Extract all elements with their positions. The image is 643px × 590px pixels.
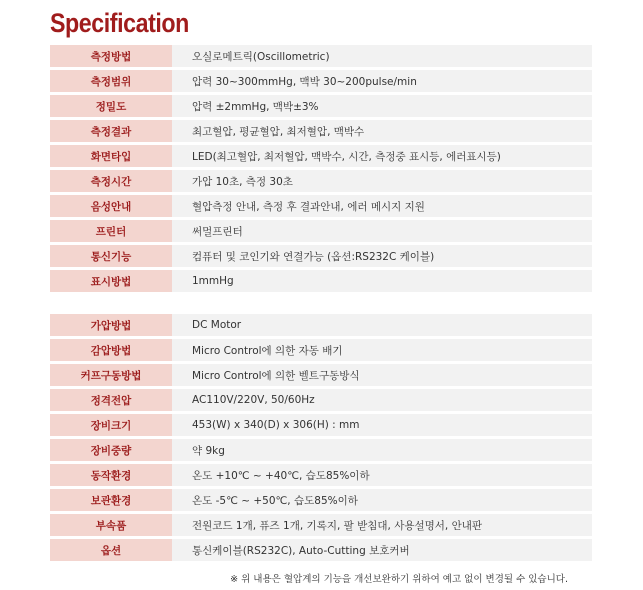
spec-row xyxy=(50,464,592,486)
page-title: Specification xyxy=(50,8,189,38)
disclaimer-note: ※ 위 내용은 혈압계의 기능을 개선보완하기 위하여 예고 없이 변경될 수 있습니다. xyxy=(230,574,568,585)
spec-row xyxy=(50,45,592,67)
spec-label: 화면타입 xyxy=(50,145,172,167)
spec-table-1 xyxy=(50,45,592,295)
spec-value: 최고혈압, 평균혈압, 최저혈압, 맥박수 xyxy=(192,125,365,138)
spec-value: 가압 10초, 측정 30초 xyxy=(192,175,293,188)
spec-row xyxy=(50,170,592,192)
spec-row xyxy=(50,270,592,292)
spec-value: 혈압측정 안내, 측정 후 결과안내, 에러 메시지 지원 xyxy=(192,200,425,213)
spec-label: 프린터 xyxy=(50,220,172,242)
spec-label: 표시방법 xyxy=(50,270,172,292)
spec-row xyxy=(50,245,592,267)
spec-label: 측정방법 xyxy=(50,45,172,67)
spec-row xyxy=(50,195,592,217)
spec-value: 통신케이블(RS232C), Auto-Cutting 보호커버 xyxy=(192,544,410,557)
spec-row xyxy=(50,70,592,92)
spec-label: 정밀도 xyxy=(50,95,172,117)
spec-row xyxy=(50,145,592,167)
spec-row xyxy=(50,220,592,242)
spec-value: 453(W) x 340(D) x 306(H) : mm xyxy=(192,419,360,431)
spec-row xyxy=(50,314,592,336)
spec-value: 전원코드 1개, 퓨즈 1개, 기록지, 팔 받침대, 사용설명서, 안내판 xyxy=(192,519,483,532)
spec-value: 압력 30~300mmHg, 맥박 30~200pulse/min xyxy=(192,75,417,88)
spec-value: 압력 ±2mmHg, 맥박±3% xyxy=(192,100,319,113)
spec-label: 장비중량 xyxy=(50,439,172,461)
spec-row xyxy=(50,439,592,461)
spec-label: 동작환경 xyxy=(50,464,172,486)
spec-value: AC110V/220V, 50/60Hz xyxy=(192,394,315,406)
spec-value: LED(최고혈압, 최저혈압, 맥박수, 시간, 측정중 표시등, 에러표시등) xyxy=(192,150,501,163)
spec-label: 측정시간 xyxy=(50,170,172,192)
spec-label: 정격전압 xyxy=(50,389,172,411)
spec-value: 오실로메트릭(Oscillometric) xyxy=(192,50,330,63)
spec-row xyxy=(50,389,592,411)
spec-row xyxy=(50,95,592,117)
spec-row xyxy=(50,364,592,386)
spec-label: 측정범위 xyxy=(50,70,172,92)
spec-value: DC Motor xyxy=(192,319,242,331)
spec-label: 통신기능 xyxy=(50,245,172,267)
spec-row xyxy=(50,489,592,511)
spec-label: 감압방법 xyxy=(50,339,172,361)
spec-label: 부속품 xyxy=(50,514,172,536)
spec-label: 옵션 xyxy=(50,539,172,561)
spec-label: 음성안내 xyxy=(50,195,172,217)
spec-label: 가압방법 xyxy=(50,314,172,336)
spec-label: 장비크기 xyxy=(50,414,172,436)
spec-value: Micro Control에 의한 자동 배기 xyxy=(192,344,343,357)
spec-label: 커프구동방법 xyxy=(50,364,172,386)
spec-value: 온도 -5℃ ~ +50℃, 습도85%이하 xyxy=(192,494,358,507)
spec-value: 온도 +10℃ ~ +40℃, 습도85%이하 xyxy=(192,469,370,482)
spec-row xyxy=(50,514,592,536)
spec-label: 측정결과 xyxy=(50,120,172,142)
spec-row xyxy=(50,339,592,361)
spec-value: 써멀프린터 xyxy=(192,225,243,238)
spec-label: 보관환경 xyxy=(50,489,172,511)
spec-row xyxy=(50,414,592,436)
spec-table-2 xyxy=(50,314,592,564)
spec-row xyxy=(50,120,592,142)
spec-value: Micro Control에 의한 벨트구동방식 xyxy=(192,369,360,382)
spec-row xyxy=(50,539,592,561)
spec-value: 1mmHg xyxy=(192,275,234,287)
spec-value: 약 9kg xyxy=(192,444,225,457)
spec-value: 컴퓨터 및 코인기와 연결가능 (옵션:RS232C 케이블) xyxy=(192,250,435,263)
